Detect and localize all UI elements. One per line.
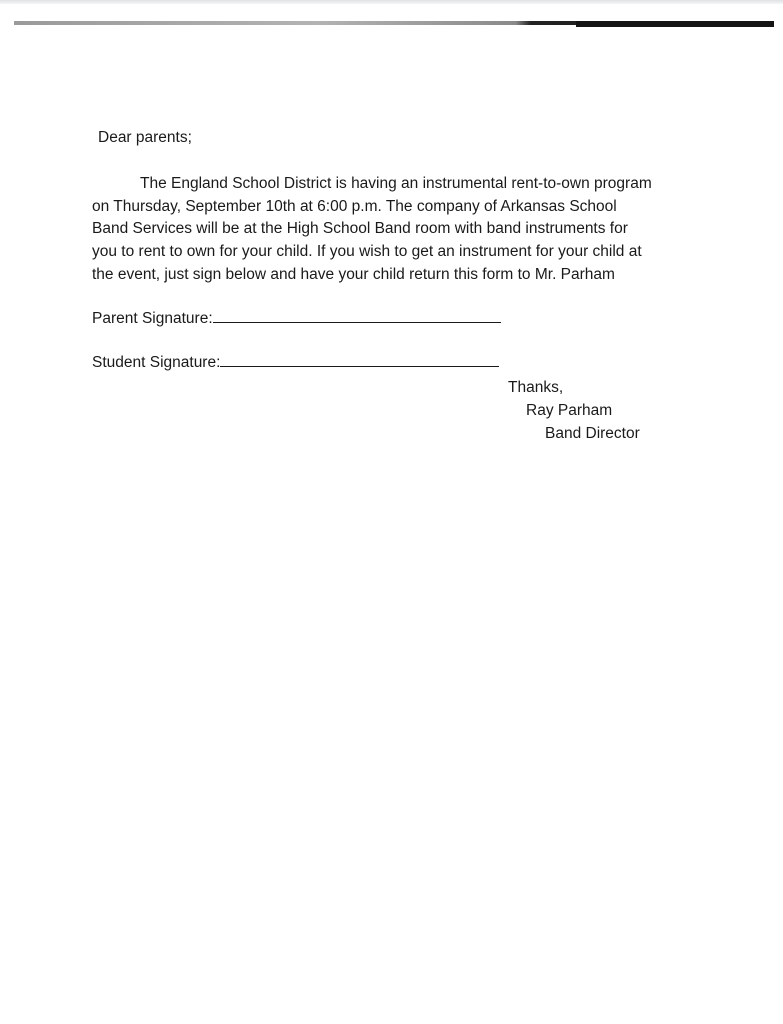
parent-signature-line[interactable] (213, 308, 501, 323)
signer-name: Ray Parham (526, 402, 613, 419)
letter-closing: Thanks, (508, 379, 564, 396)
student-signature-label: Student Signature: (92, 354, 221, 371)
letter-body-line: you to rent to own for your child. If you wish to get an instrument for your child at (92, 243, 642, 260)
letter-body-line: Band Services will be at the High School Band room with band instruments for (92, 220, 628, 237)
letter-body-line: on Thursday, September 10th at 6:00 p.m. The company of Arkansas School (92, 198, 617, 215)
student-signature-row (92, 352, 499, 373)
letter-salutation: Dear parents; (98, 129, 192, 146)
letter-body-line: The England School District is having an instrumental rent-to-own program (140, 175, 652, 192)
letter-body-line: the event, just sign below and have your child return this form to Mr. Parham (92, 266, 615, 283)
scan-edge-shadow (0, 0, 783, 4)
signer-title: Band Director (545, 425, 640, 442)
parent-signature-label: Parent Signature: (92, 310, 213, 327)
parent-signature-row (92, 308, 501, 329)
scan-header-rule-dark (576, 21, 774, 27)
student-signature-line[interactable] (220, 352, 499, 367)
